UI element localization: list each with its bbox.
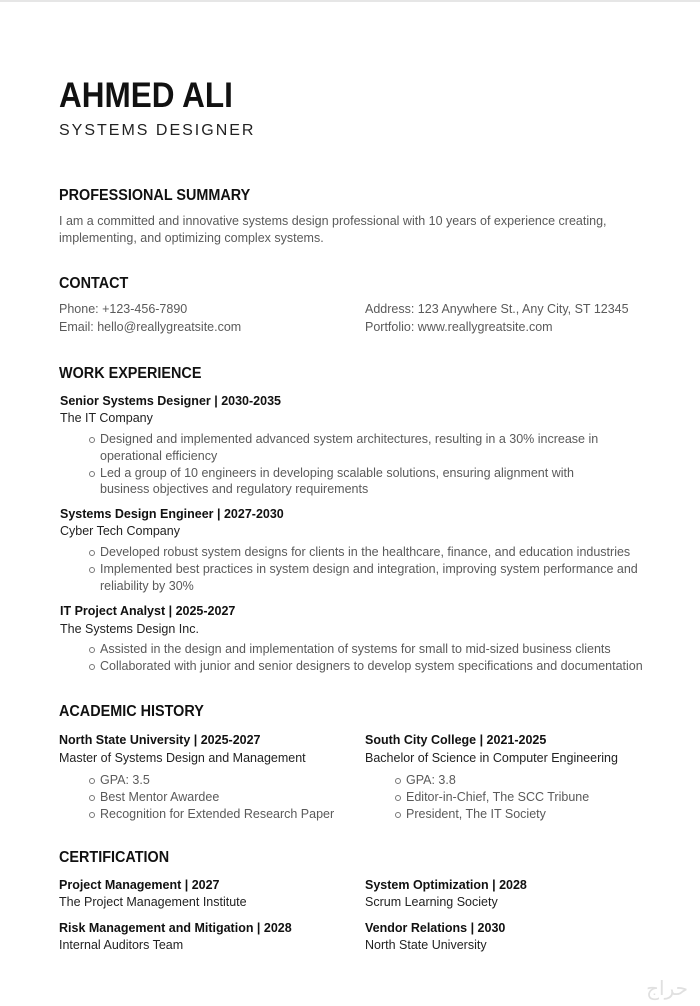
school-bullets bbox=[59, 772, 359, 822]
contact-address: Address: 123 Anywhere St., Any City, ST 12345 bbox=[365, 302, 629, 316]
school-bullets bbox=[365, 772, 655, 822]
job-role: IT Project Analyst | 2025-2027 bbox=[60, 604, 236, 618]
list-item: Recognition for Extended Research Paper bbox=[59, 806, 359, 823]
job-bullets bbox=[59, 544, 649, 594]
contact-heading: CONTACT bbox=[59, 275, 129, 292]
cert-issuer: The Project Management Institute bbox=[59, 895, 247, 909]
school-degree: Master of Systems Design and Management bbox=[59, 751, 306, 765]
job-company: The Systems Design Inc. bbox=[60, 622, 199, 636]
cert-name: Project Management | 2027 bbox=[59, 878, 220, 892]
summary-text: I am a committed and innovative systems design professional with 10 years of experience creating, implementing, and optimizing complex systems. bbox=[59, 214, 607, 245]
job-bullets bbox=[59, 431, 619, 498]
candidate-title: SYSTEMS DESIGNER bbox=[59, 122, 256, 139]
summary-heading: PROFESSIONAL SUMMARY bbox=[59, 187, 251, 204]
contact-portfolio: Portfolio: www.reallygreatsite.com bbox=[365, 320, 553, 334]
cert-issuer: Internal Auditors Team bbox=[59, 938, 184, 952]
contact-phone: Phone: +123-456-7890 bbox=[59, 302, 188, 316]
list-item: Assisted in the design and implementation of systems for small to mid-sized business clients bbox=[59, 641, 659, 658]
school-name: South City College | 2021-2025 bbox=[365, 733, 547, 747]
academic-heading: ACADEMIC HISTORY bbox=[59, 703, 204, 720]
top-border bbox=[0, 0, 700, 2]
list-item: Developed robust system designs for clients in the healthcare, finance, and education industries bbox=[59, 544, 649, 561]
job-bullets bbox=[59, 641, 659, 675]
list-item: President, The IT Society bbox=[365, 806, 655, 823]
watermark: حراج bbox=[646, 976, 688, 1000]
list-item: Led a group of 10 engineers in developing scalable solutions, ensuring alignment with business objectives and regulatory requirements bbox=[59, 465, 619, 499]
job-role: Systems Design Engineer | 2027-2030 bbox=[60, 507, 284, 521]
school-name: North State University | 2025-2027 bbox=[59, 733, 261, 747]
list-item: Editor-in-Chief, The SCC Tribune bbox=[365, 789, 655, 806]
candidate-name: AHMED ALI bbox=[59, 76, 233, 115]
list-item: GPA: 3.8 bbox=[365, 772, 655, 789]
list-item: Best Mentor Awardee bbox=[59, 789, 359, 806]
list-item: Implemented best practices in system design and integration, improving system performance and reliability by 30% bbox=[59, 561, 649, 595]
job-company: The IT Company bbox=[60, 411, 153, 425]
cert-issuer: Scrum Learning Society bbox=[365, 895, 498, 909]
cert-name: System Optimization | 2028 bbox=[365, 878, 527, 892]
job-role: Senior Systems Designer | 2030-2035 bbox=[60, 394, 281, 408]
contact-email: Email: hello@reallygreatsite.com bbox=[59, 320, 242, 334]
list-item: GPA: 3.5 bbox=[59, 772, 359, 789]
list-item: Collaborated with junior and senior designers to develop system specifications and documentation bbox=[59, 658, 659, 675]
cert-name: Risk Management and Mitigation | 2028 bbox=[59, 921, 292, 935]
job-company: Cyber Tech Company bbox=[60, 524, 180, 538]
work-heading: WORK EXPERIENCE bbox=[59, 365, 202, 382]
list-item: Designed and implemented advanced system architectures, resulting in a 30% increase in operational efficiency bbox=[59, 431, 619, 465]
certification-heading: CERTIFICATION bbox=[59, 849, 170, 866]
cert-issuer: North State University bbox=[365, 938, 487, 952]
cert-name: Vendor Relations | 2030 bbox=[365, 921, 506, 935]
school-degree: Bachelor of Science in Computer Engineering bbox=[365, 751, 618, 765]
